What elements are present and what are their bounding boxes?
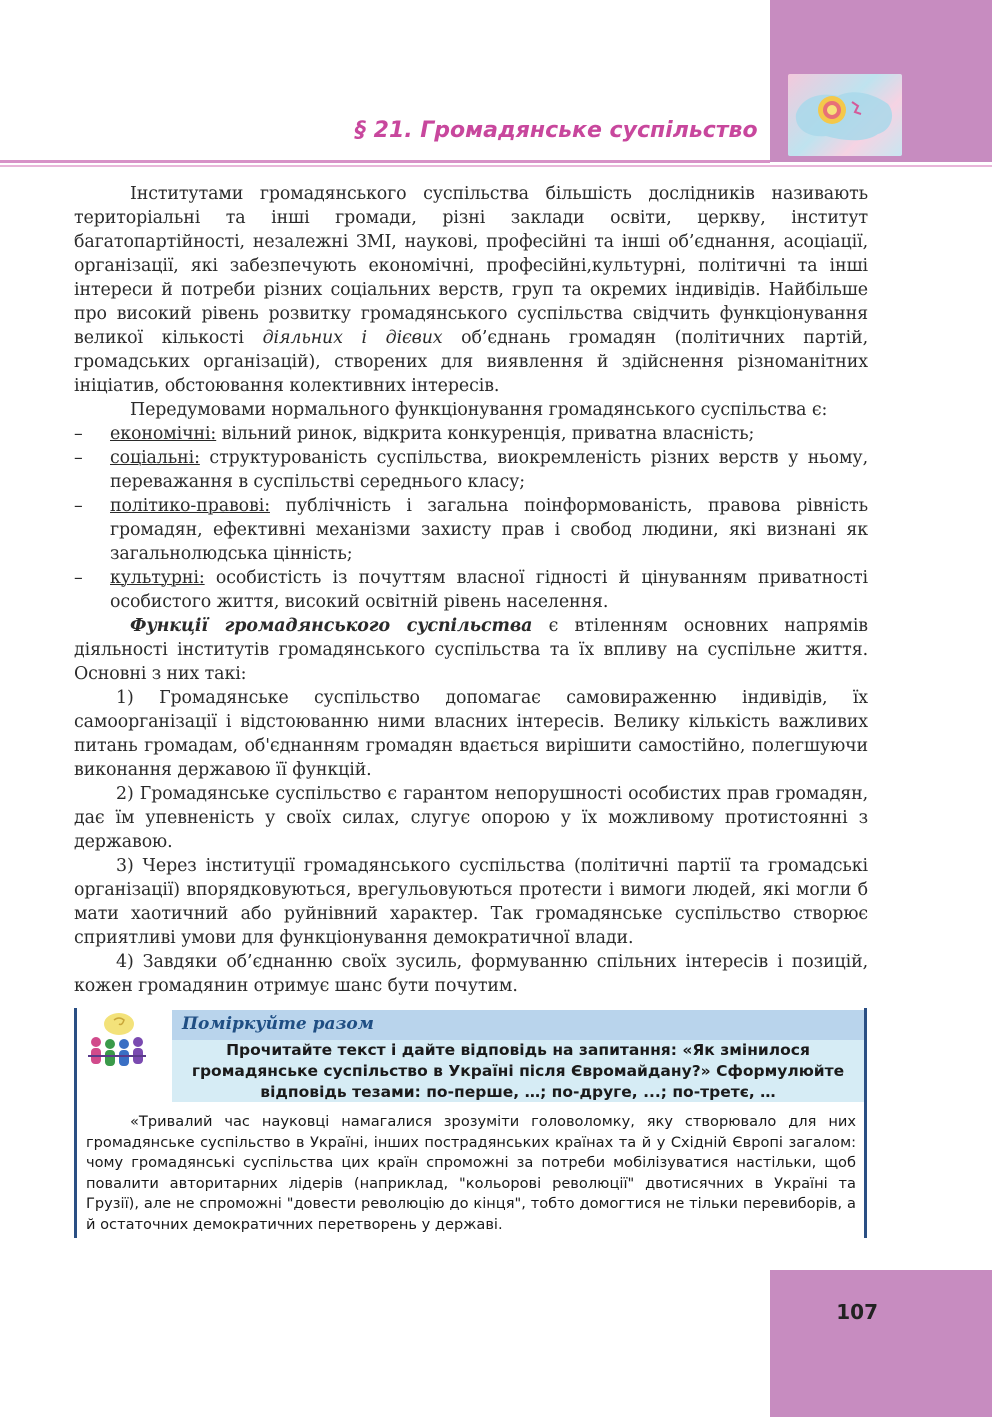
list-term: економічні: bbox=[110, 424, 217, 444]
list-item bbox=[74, 566, 868, 614]
function-item-3: 3) Через інституції громадянського суспільства (політичні партії та громадські організації) впорядковуються, врегульовуються протести і вимоги людей, які могли б мати хаотичний або руйнівний характер. Так громадянське суспільство створює сприятливі умови для функціонування демократичної влади. bbox=[74, 856, 868, 948]
paragraph-institutions bbox=[74, 182, 868, 398]
emphasis-text: діяльних і дієвих bbox=[262, 328, 443, 348]
box-right-border bbox=[864, 1008, 867, 1238]
list-term: соціальні: bbox=[110, 448, 200, 468]
list-term: політико-правові: bbox=[110, 496, 270, 516]
think-together-box bbox=[74, 1008, 868, 1238]
list-text: особистість із почуттям власної гідності й цінуванням приватності особистого життя, високий освітній рівень населення. bbox=[110, 568, 868, 612]
list-dash: – bbox=[74, 568, 83, 588]
list-dash: – bbox=[74, 496, 83, 516]
page-number: 107 bbox=[836, 1300, 878, 1324]
bold-italic-term: Функції громадянського суспільства bbox=[130, 616, 533, 636]
list-dash: – bbox=[74, 448, 83, 468]
header-divider bbox=[0, 160, 770, 163]
ukraine-map-emblem-icon bbox=[788, 74, 902, 156]
paragraph-text: об’єднань громадян (політичних партій, громадських організацій), створених для виявлення й здійснення різноманітних ініціатив, обстоювання колективних інтересів. bbox=[74, 328, 868, 396]
function-item-2: 2) Громадянське суспільство є гарантом непорушності особистих прав громадян, дає їм упевненість у своїх силах, слугує опорою у їх можливому протистоянні з державою. bbox=[74, 784, 868, 852]
think-box-task: Прочитайте текст і дайте відповідь на запитання: «Як змінилося громадянське суспільство в Україні після Євромайдану?» Сформулюйте відповідь тезами: по-перше, …; по-друге, ...; по-третє, … bbox=[172, 1040, 864, 1102]
section-title: § 21. Громадянське суспільство bbox=[355, 118, 758, 143]
list-item bbox=[74, 494, 868, 566]
list-dash: – bbox=[74, 424, 83, 444]
paragraph-functions-intro bbox=[74, 614, 868, 686]
group-discussion-icon bbox=[86, 1010, 148, 1076]
think-box-quote: «Тривалий час науковці намагалися зрозуміти головоломку, яку створювало для них громадянське суспільство в Україні, інших пострадянських країнах та й у Східній Європі загалом: чому громадянські суспільства цих країн спроможні за потреби мобілізуватися настільки, щоб повалити авторитарних лідерів (наприклад, "кольорові революції" двотисячних в Україні та Грузії), але не спроможні "довести революцію до кінця", тобто домогтися не тільки перевиборів, а й остаточних демократичних перетворень у державі. bbox=[86, 1113, 856, 1233]
list-term: культурні: bbox=[110, 568, 205, 588]
paragraph-prerequisites: Передумовами нормального функціонування громадянського суспільства є: bbox=[130, 400, 828, 420]
think-box-heading-text: Поміркуйте разом bbox=[182, 1014, 374, 1034]
prerequisites-list bbox=[74, 422, 868, 614]
list-item bbox=[74, 446, 868, 494]
header-divider-secondary bbox=[0, 165, 992, 167]
think-box-heading bbox=[172, 1010, 864, 1040]
list-text: публічність і загальна поінформованість, правова рівність громадян, ефективні механізми захисту прав і свобод людини, які визнані як загальнолюдська цінність; bbox=[110, 496, 868, 564]
list-text: структурованість суспільства, виокремленість різних верств у ньому, переважання в суспільстві середнього класу; bbox=[110, 448, 868, 492]
box-left-border bbox=[74, 1008, 77, 1238]
function-item-4: 4) Завдяки об’єднанню своїх зусиль, формуванню спільних інтересів і позицій, кожен громадянин отримує шанс бути почутим. bbox=[74, 952, 868, 996]
paragraph-text: є втіленням основних напрямів діяльності інститутів громадянського суспільства та їх впливу на суспільне життя. Основні з них такі: bbox=[74, 616, 869, 684]
right-band-bottom bbox=[770, 1270, 992, 1417]
list-text: вільний ринок, відкрита конкуренція, приватна власність; bbox=[216, 424, 755, 444]
paragraph-text: Інститутами громадянського суспільства більшість дослідників називають територіальні та інші громади, різні заклади освіти, церкву, інститут багатопартійності, незалежні ЗМІ, наукові, професійні та інші об’єднання, асоціації, організації, які забезпечують економічні, професійні,культурні, політичні та інші інтереси й потреби різних соціальних верств, груп та окремих індивідів. Найбільше про високий рівень розвитку громадянського суспільства свідчить функціонування великої кількості bbox=[74, 184, 868, 348]
function-item-1: 1) Громадянське суспільство допомагає самовираженню індивідів, їх самоорганізації і відстоюванню ними власних інтересів. Велику кількість важливих питань громадам, об'єднанням громадян вдається вирішити самостійно, полегшуючи виконання державою її функцій. bbox=[74, 688, 868, 780]
list-item bbox=[74, 422, 868, 446]
main-text bbox=[74, 182, 868, 998]
